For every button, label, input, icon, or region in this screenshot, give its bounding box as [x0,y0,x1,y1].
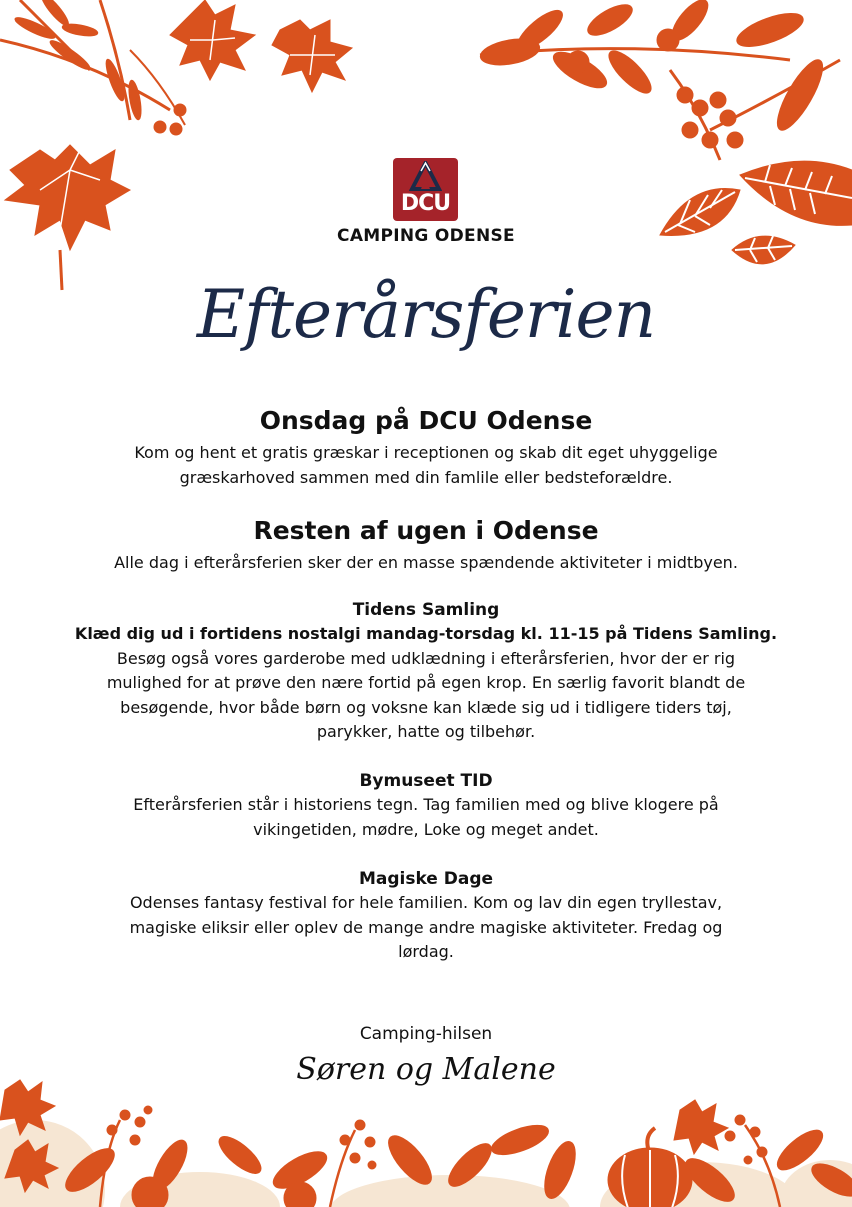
logo-text: DCU [400,191,451,216]
tidens-highlight: Klæd dig ud i fortidens nostalgi mandag-torsdag kl. 11-15 på Tidens Samling. [74,624,778,643]
greeting: Camping-hilsen [359,1024,493,1044]
section-tidens-samling [0,598,852,745]
subheading-tidens-samling: Tidens Samling [352,600,500,620]
autumn-leaves-top-left-decoration [0,0,360,300]
brand-name: CAMPING ODENSE [337,226,515,246]
tent-icon [409,161,442,191]
section-heading-onsdag: Onsdag på DCU Odense [259,406,593,435]
section-heading-resten: Resten af ugen i Odense [253,516,599,545]
text-line: Efterårsferien står i historiens tegn. Tag familien med og blive klogere på [133,795,719,814]
magiske-text [0,891,852,965]
section-bymuseet [0,769,852,842]
section-intro-resten: Alle dag i efterårsferien sker der en masse spændende aktiviteter i midtbyen. [114,553,738,572]
tidens-text [0,647,852,745]
text-line: Kom og hent et gratis græskar i receptionen og skab dit eget uhyggelige [134,443,718,462]
subheading-magiske-dage: Magiske Dage [358,869,494,889]
text-line: besøgende, hvor både børn og voksne kan klæde sig ud i tidligere tiders tøj, [120,697,732,717]
text-line: vikingetiden, mødre, Loke og meget andet. [253,819,599,839]
text-line: Besøg også vores garderobe med udklædning i efterårsferien, hvor der er rig [116,648,736,668]
text-line: parykker, hatte og tilbehør. [316,722,536,741]
subheading-bymuseet: Bymuseet TID [359,771,493,791]
signature: Søren og Malene [296,1052,556,1087]
text-line: magiske eliksir eller oplev de mange andre magiske aktiviteter. Fredag og [129,917,723,937]
section-resten [0,516,852,576]
text-line: mulighed for at prøve den nære fortid på egen krop. En særlig favorit blandt de [106,673,746,692]
autumn-leaves-top-right-decoration [470,0,852,290]
page-title: Efterårsferien [196,276,656,353]
section-magiske-dage [0,867,852,965]
dcu-logo [393,158,458,221]
section-onsdag [0,406,852,490]
section-text-onsdag [0,441,852,490]
autumn-harvest-border-decoration [0,1070,852,1207]
text-line: græskarhoved sammen med din famlile eller bedsteforældre. [179,467,673,487]
bymuseet-text [0,793,852,842]
text-line: Odenses fantasy festival for hele familien. Kom og lav din egen tryllestav, [129,893,723,912]
text-line: lørdag. [398,942,454,961]
